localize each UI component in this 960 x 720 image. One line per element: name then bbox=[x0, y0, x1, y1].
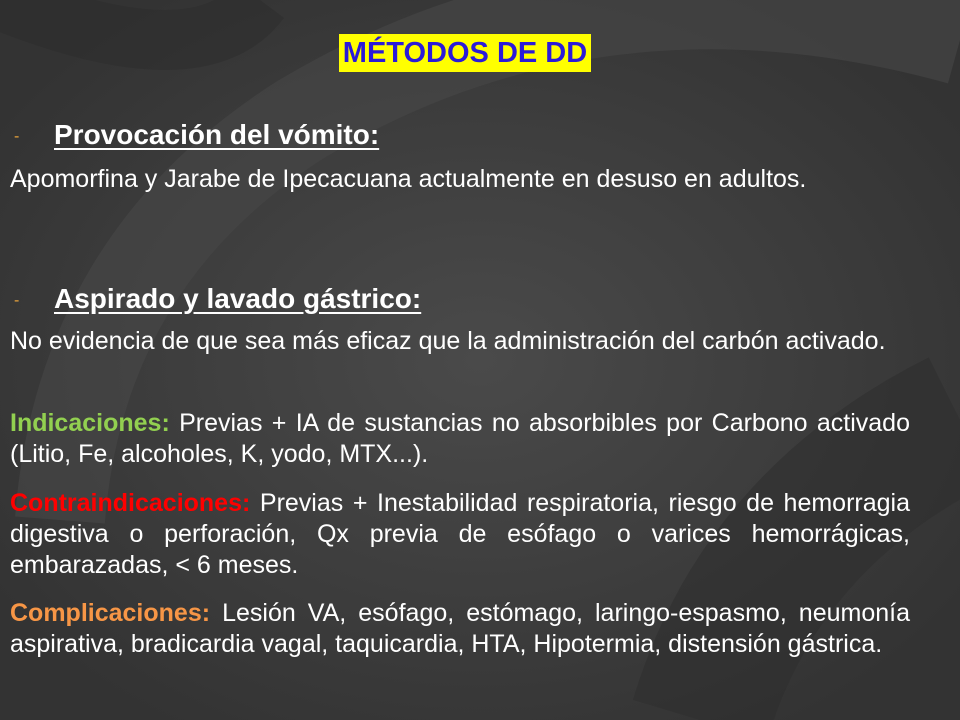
indicaciones-paragraph bbox=[10, 408, 910, 470]
contraindicaciones-label: Contraindicaciones: bbox=[10, 489, 251, 517]
section-heading-aspirado: - Aspirado y lavado gástrico: bbox=[14, 282, 421, 318]
indicaciones-text: Previas + IA de sustancias no absorbibles por Carbono activado (Litio, Fe, alcoholes, K, yodo, MTX...). bbox=[10, 409, 910, 468]
slide-title-text: MÉTODOS DE DD bbox=[339, 34, 591, 72]
dash-bullet-icon: - bbox=[14, 291, 20, 309]
contraindicaciones-text: Previas + Inestabilidad respiratoria, riesgo de hemorragia digestiva o perforación, Qx previa de esófago o varices hemorrágicas, embarazadas, < 6 meses. bbox=[10, 489, 910, 579]
complicaciones-label: Complicaciones: bbox=[10, 599, 211, 627]
slide-title bbox=[0, 34, 960, 72]
section-text-aspirado: No evidencia de que sea más eficaz que la administración del carbón activado. bbox=[10, 327, 886, 355]
indicaciones-label: Indicaciones: bbox=[10, 409, 170, 437]
contraindicaciones-paragraph bbox=[10, 488, 910, 581]
section-text-provocacion: Apomorfina y Jarabe de Ipecacuana actualmente en desuso en adultos. bbox=[10, 165, 807, 193]
section-heading-provocacion: - Provocación del vómito: bbox=[14, 118, 379, 154]
complicaciones-paragraph bbox=[10, 598, 910, 660]
dash-bullet-icon: - bbox=[14, 127, 20, 145]
complicaciones-text: Lesión VA, esófago, estómago, laringo-espasmo, neumonía aspirativa, bradicardia vagal, taquicardia, HTA, Hipotermia, distensión gástrica. bbox=[10, 599, 910, 658]
